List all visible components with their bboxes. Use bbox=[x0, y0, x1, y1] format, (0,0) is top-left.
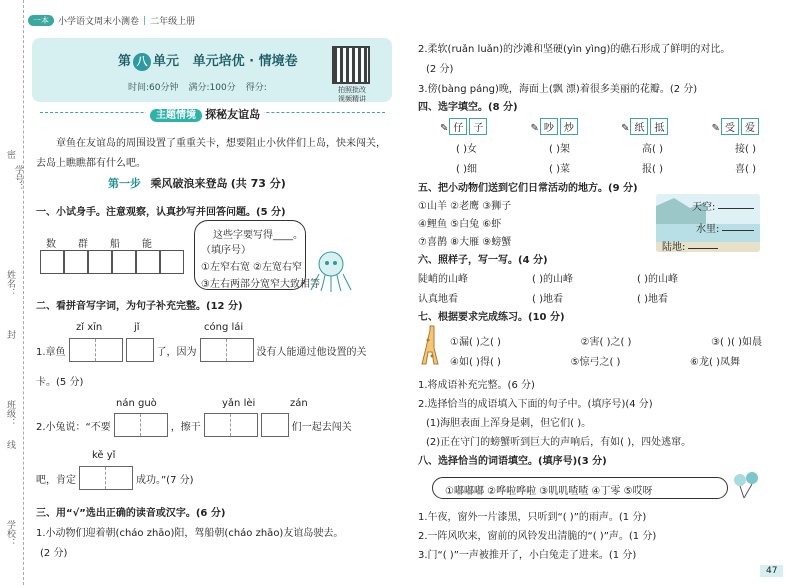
q1-char: 船 bbox=[110, 239, 120, 250]
q7-idiom[interactable]: ⑥龙( )凤舞 bbox=[690, 357, 740, 368]
theme-title: 探秘友谊岛 bbox=[205, 108, 261, 121]
series-title: 小学语文周末小测卷 bbox=[58, 17, 140, 27]
q1-hint-box bbox=[194, 220, 320, 290]
q1-opt1: ①左窄右宽 bbox=[201, 262, 250, 273]
q4-chip: 炒 bbox=[560, 118, 578, 135]
q2-pinyin2: jǐ bbox=[134, 322, 140, 333]
q1-title: 一、小试身手。注意观察，认真抄写并回答问题。(5 分) bbox=[36, 207, 286, 218]
q2-title: 二、看拼音写字词，为句子补充完整。(12 分) bbox=[36, 301, 243, 312]
full-score: 满分:100分 bbox=[188, 83, 236, 93]
writing-box[interactable] bbox=[160, 250, 184, 274]
writing-box[interactable] bbox=[112, 250, 136, 274]
q5-land-label: 陆地: bbox=[662, 242, 686, 252]
unit-banner bbox=[32, 38, 392, 102]
unit-prefix: 第 bbox=[118, 54, 132, 69]
q6-blank[interactable]: ( )的山峰 bbox=[637, 274, 678, 285]
q1-char: 能 bbox=[142, 239, 152, 250]
q4-chip: 纸 bbox=[630, 118, 648, 135]
q4-group: ✎ 受 爱 bbox=[712, 118, 760, 135]
q7-s1: 1.将成语补充完整。(6 分) bbox=[418, 380, 535, 391]
unit-suffix: 单元 bbox=[153, 54, 180, 69]
header-separator: | bbox=[143, 15, 147, 26]
q6-row1 bbox=[418, 270, 678, 285]
qr-code-icon[interactable] bbox=[332, 46, 370, 84]
q4-chip: 仔 bbox=[449, 118, 467, 135]
q2-s1-tail: 卡。(5 分) bbox=[36, 377, 84, 388]
id-label: 学号： bbox=[13, 165, 23, 192]
q1-opt3: ③左右两部分宽窄大致相等 bbox=[201, 279, 320, 290]
q2-s2-text: 成功。”(7 分) bbox=[136, 474, 194, 486]
q8-s3: 3.门“( )”一声被推开了，小白兔走了进来。(1 分) bbox=[418, 550, 637, 561]
score-field: 得分: bbox=[245, 83, 267, 93]
qr-caption bbox=[330, 86, 374, 104]
q5-sky-blank[interactable] bbox=[718, 208, 754, 209]
q7-idioms-row2 bbox=[450, 353, 740, 368]
q1-opt2: ②左宽右窄 bbox=[253, 262, 302, 273]
q7-idioms-row1 bbox=[450, 333, 762, 348]
q8-s2: 2.一阵风吹来，窗前的风铃发出清脆的“( )”声。(1 分) bbox=[418, 531, 657, 542]
series-badge: 一本 bbox=[28, 15, 54, 26]
step1-label: 第一步 bbox=[108, 177, 141, 190]
binding-density-label: 密 bbox=[5, 150, 15, 159]
q7-idiom[interactable]: ③( )( )如晨 bbox=[711, 337, 762, 348]
q8-s1: 1.午夜，窗外一片漆黑，只听到“( )”的雨声。(1 分) bbox=[418, 512, 647, 523]
q6-row2 bbox=[418, 290, 668, 305]
binding-strip bbox=[0, 0, 24, 585]
q4-chip: 抵 bbox=[650, 118, 668, 135]
q4-group: ✎ 仔 子 bbox=[440, 118, 488, 135]
q4-group: ✎ 吵 炒 bbox=[531, 118, 579, 135]
q2-sentence2 bbox=[36, 413, 352, 437]
giraffe-icon bbox=[416, 322, 442, 368]
q5-row1: ①山羊 ②老鹰 ③狮子 bbox=[418, 201, 512, 212]
q2-pinyin5: yǎn lèi bbox=[222, 398, 256, 409]
q2-answer-grid[interactable] bbox=[79, 466, 133, 490]
qr-caption-line1: 拍照批改 bbox=[338, 86, 366, 94]
octopus-icon bbox=[308, 248, 354, 294]
q4-blank[interactable]: ( )女 bbox=[456, 144, 477, 155]
q4-blank[interactable]: ( )架 bbox=[549, 144, 570, 155]
q2-sentence1 bbox=[36, 338, 367, 362]
binding-seal-label: 封 bbox=[5, 330, 15, 339]
q2-pinyin7: kě yǐ bbox=[92, 450, 116, 461]
q8-options-box bbox=[432, 477, 728, 499]
unit-title bbox=[118, 50, 298, 71]
q8-title: 八、选择恰当的词语填空。(填序号)(3 分) bbox=[418, 456, 607, 467]
q7-s2a: (1)海胆表面上浑身是刺，但它们( )。 bbox=[426, 418, 592, 429]
q7-title: 七、根据要求完成练习。(10 分) bbox=[418, 312, 565, 323]
q4-chip: 子 bbox=[469, 118, 487, 135]
q8-options: ①嘟嘟嘟 ②哗啦哗啦 ③叽叽喳喳 ④丁零 ⑤哎呀 bbox=[445, 486, 653, 497]
q4-row2 bbox=[456, 160, 756, 175]
q1-writing-grid[interactable] bbox=[40, 250, 184, 274]
theme-heading bbox=[146, 106, 264, 122]
q2-s2-text: 吧，肯定 bbox=[36, 474, 76, 486]
q2-s2-text: 们一起去闯关 bbox=[291, 421, 352, 433]
q6-title: 六、照样子，写一写。(4 分) bbox=[418, 255, 548, 266]
q4-blank[interactable]: ( )菜 bbox=[549, 164, 570, 175]
q6-example: 认真地看 bbox=[418, 294, 458, 305]
q3-s2-points: (2 分) bbox=[426, 64, 454, 75]
q6-blank[interactable]: ( )的山峰 bbox=[532, 274, 573, 285]
q4-blank[interactable]: 喜( ) bbox=[735, 164, 756, 175]
q4-blank[interactable]: 接( ) bbox=[735, 144, 756, 155]
q2-pinyin1: zǐ xīn bbox=[76, 322, 103, 333]
q4-blank[interactable]: 报( ) bbox=[642, 164, 663, 175]
q5-row2: ④鲤鱼 ⑤白兔 ⑥虾 bbox=[418, 219, 502, 230]
name-label: 姓名： bbox=[5, 270, 15, 297]
q2-s1-text: 没有人能通过他设置的关 bbox=[256, 346, 367, 358]
balloon-icon bbox=[730, 470, 764, 500]
q1-chars bbox=[46, 235, 152, 250]
grade-title: 二年级上册 bbox=[150, 17, 196, 27]
writing-box[interactable] bbox=[88, 250, 112, 274]
q2-s2-text: 2.小兔说：“不要 bbox=[36, 421, 111, 433]
unit-subtitle: 单元培优 · 情境卷 bbox=[192, 54, 298, 69]
q3-s3: 3.傍(bàng páng)晚，海面上(飘 漂)着很多美丽的花瓣。(2 分) bbox=[418, 84, 698, 95]
q5-row3: ⑦喜鹊 ⑧大雁 ⑨螃蟹 bbox=[418, 237, 512, 248]
q4-chip: 爱 bbox=[741, 118, 759, 135]
q6-blank[interactable]: ( )地看 bbox=[637, 294, 668, 305]
q5-title: 五、把小动物们送到它们日常活动的地方。(9 分) bbox=[418, 183, 638, 194]
q4-title: 四、选字填空。(8 分) bbox=[418, 102, 518, 113]
q7-idiom[interactable]: ①漏( )之( ) bbox=[450, 337, 501, 348]
q3-s2: 2.柔软(ruǎn luǎn)的沙滩和坚硬(yìn yìng)的礁石形成了鲜明的对比。 bbox=[418, 44, 731, 55]
step1-heading bbox=[108, 175, 286, 191]
writing-box[interactable] bbox=[64, 250, 88, 274]
q2-answer-grid[interactable] bbox=[69, 338, 123, 362]
q7-idiom[interactable]: ⑤惊弓之( ) bbox=[570, 357, 621, 368]
q4-blank[interactable]: 高( ) bbox=[642, 144, 663, 155]
q1-hint-line2: （填序号） bbox=[201, 245, 251, 256]
q4-chip: 吵 bbox=[540, 118, 558, 135]
q2-answer-grid[interactable] bbox=[114, 413, 168, 437]
q5-scene bbox=[656, 194, 760, 252]
q2-answer-grid[interactable] bbox=[200, 338, 254, 362]
time-limit: 时间:60分钟 bbox=[128, 83, 179, 93]
q4-row1 bbox=[456, 140, 756, 155]
q5-water-label: 水里: bbox=[696, 224, 720, 235]
q4-char-groups bbox=[440, 118, 760, 135]
exam-meta bbox=[128, 80, 267, 93]
q1-char: 群 bbox=[78, 239, 88, 250]
q2-sentence2-tail bbox=[36, 466, 194, 490]
q2-answer-grid[interactable] bbox=[261, 413, 289, 437]
step1-points: (共 73 分) bbox=[230, 177, 286, 190]
q1-hint-line1: 这些字要写得____。 bbox=[213, 230, 303, 241]
q5-land-blank[interactable] bbox=[688, 248, 718, 249]
q5-water-blank[interactable] bbox=[722, 230, 754, 231]
q2-pinyin4: nán guò bbox=[116, 398, 157, 409]
intro-line2: 去岛上瞧瞧都有什么吧。 bbox=[36, 158, 146, 169]
q2-answer-grid[interactable] bbox=[204, 413, 258, 437]
q2-s1-text: 了，因为 bbox=[156, 346, 197, 358]
q2-pinyin3: cóng lái bbox=[204, 322, 244, 333]
page-number: 47 bbox=[760, 565, 783, 577]
binding-line-label: 线 bbox=[5, 440, 15, 449]
theme-pill: 主题情境 bbox=[150, 109, 202, 122]
q3-s1-points: (2 分) bbox=[40, 548, 68, 559]
unit-number: 八 bbox=[133, 53, 151, 71]
q3-title: 三、用“√”选出正确的读音或汉字。(6 分) bbox=[36, 508, 226, 519]
q2-pinyin6: zán bbox=[290, 398, 308, 409]
q7-s2b: (2)正在守门的螃蟹听到巨大的声响后，有如( )，四处逃窜。 bbox=[426, 437, 692, 448]
q1-char: 数 bbox=[46, 239, 56, 250]
step1-title: 乘风破浪来登岛 bbox=[150, 177, 228, 190]
q4-chip: 受 bbox=[721, 118, 739, 135]
q2-s2-text: ，擦干 bbox=[170, 421, 201, 433]
q6-blank[interactable]: ( )地看 bbox=[532, 294, 563, 305]
q7-idiom[interactable]: ②害( )之( ) bbox=[580, 337, 632, 348]
q7-s2: 2.选择恰当的成语填入下面的句子中。(填序号)(4 分) bbox=[418, 399, 653, 410]
q5-sky-label: 天空: bbox=[692, 202, 716, 213]
q7-idiom[interactable]: ④如( )得( ) bbox=[450, 357, 501, 368]
series-header bbox=[28, 14, 195, 27]
writing-box[interactable] bbox=[40, 250, 64, 274]
intro-line1: 章鱼在友谊岛的周围设置了重重关卡，想要阻止小伙伴们上岛，快来闯关， bbox=[56, 138, 386, 149]
class-label: 班级： bbox=[5, 400, 15, 427]
q3-s1: 1.小动物们迎着朝(cháo zhāo)阳，驾船朝(cháo zhāo)友谊岛驶去。 bbox=[36, 528, 344, 539]
q6-example: 陡峭的山峰 bbox=[418, 274, 468, 285]
q4-group: ✎ 纸 抵 bbox=[621, 118, 669, 135]
qr-caption-line2: 视频精讲 bbox=[338, 95, 366, 103]
school-label: 学校： bbox=[5, 520, 15, 547]
q2-answer-grid[interactable] bbox=[126, 338, 154, 362]
q4-blank[interactable]: ( )细 bbox=[456, 164, 477, 175]
q2-s1-text: 1.章鱼 bbox=[36, 346, 66, 358]
writing-box[interactable] bbox=[136, 250, 160, 274]
